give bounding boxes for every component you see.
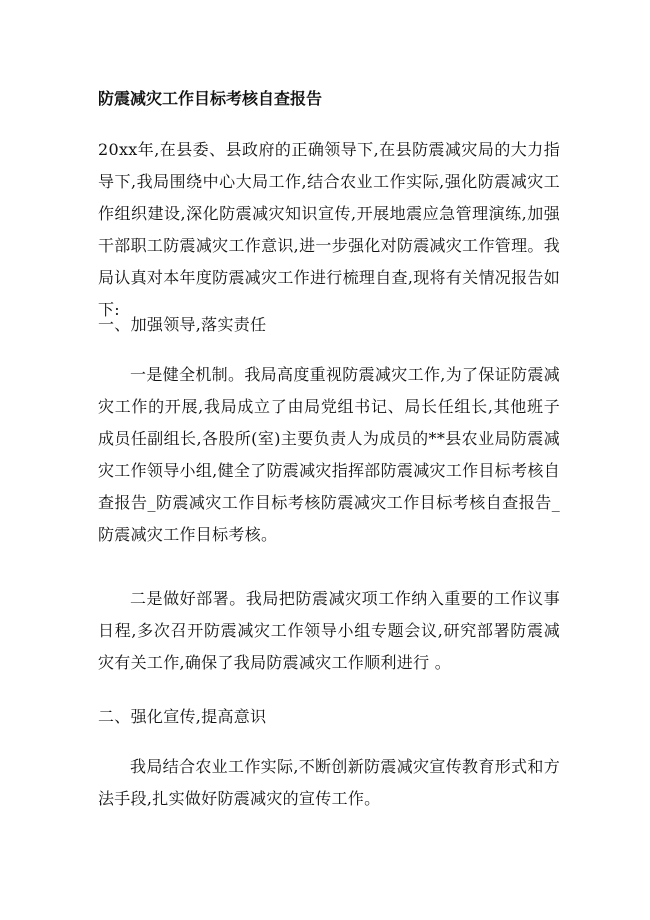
section-1-paragraph-1: 一是健全机制。我局高度重视防震减灾工作,为了保证防震减灾工作的开展,我局成立了由局党组书记、局长任组长,其他班子成员任副组长,各股所(室)主要负责人为成员的**县农业局防震减灾工作领导小组,健全了防震减灾指挥部防震减灾工作目标考核自查报告_防震减灾工作目标考核防震减灾工作目标考核自查报告_防震减灾工作目标考核。	[98, 365, 560, 544]
section-1-heading: 一、加强领导,落实责任	[98, 315, 267, 334]
section-2-paragraph-1: 我局结合农业工作实际,不断创新防震减灾宣传教育形式和方法手段,扎实做好防震减灾的宣传工作。	[98, 757, 560, 808]
section-2-heading: 二、强化宣传,提高意识	[98, 707, 267, 726]
intro-paragraph: 20xx年,在县委、县政府的正确领导下,在县防震减灾局的大力指导下,我局围绕中心大局工作,结合农业工作实际,强化防震减灾工作组织建设,深化防震减灾知识宣传,开展地震应急管理演练,加强干部职工防震减灾工作意识,进一步强化对防震减灾工作管理。我局认真对本年度防震减灾工作进行梳理自查,现将有关情况报告如下:	[98, 140, 560, 319]
section-1-paragraph-2: 二是做好部署。我局把防震减灾项工作纳入重要的工作议事日程,多次召开防震减灾工作领导小组专题会议,研究部署防震减灾有关工作,确保了我局防震减灾工作顺利进行 。	[98, 589, 560, 672]
document-title: 防震减灾工作目标考核自查报告	[98, 89, 323, 108]
